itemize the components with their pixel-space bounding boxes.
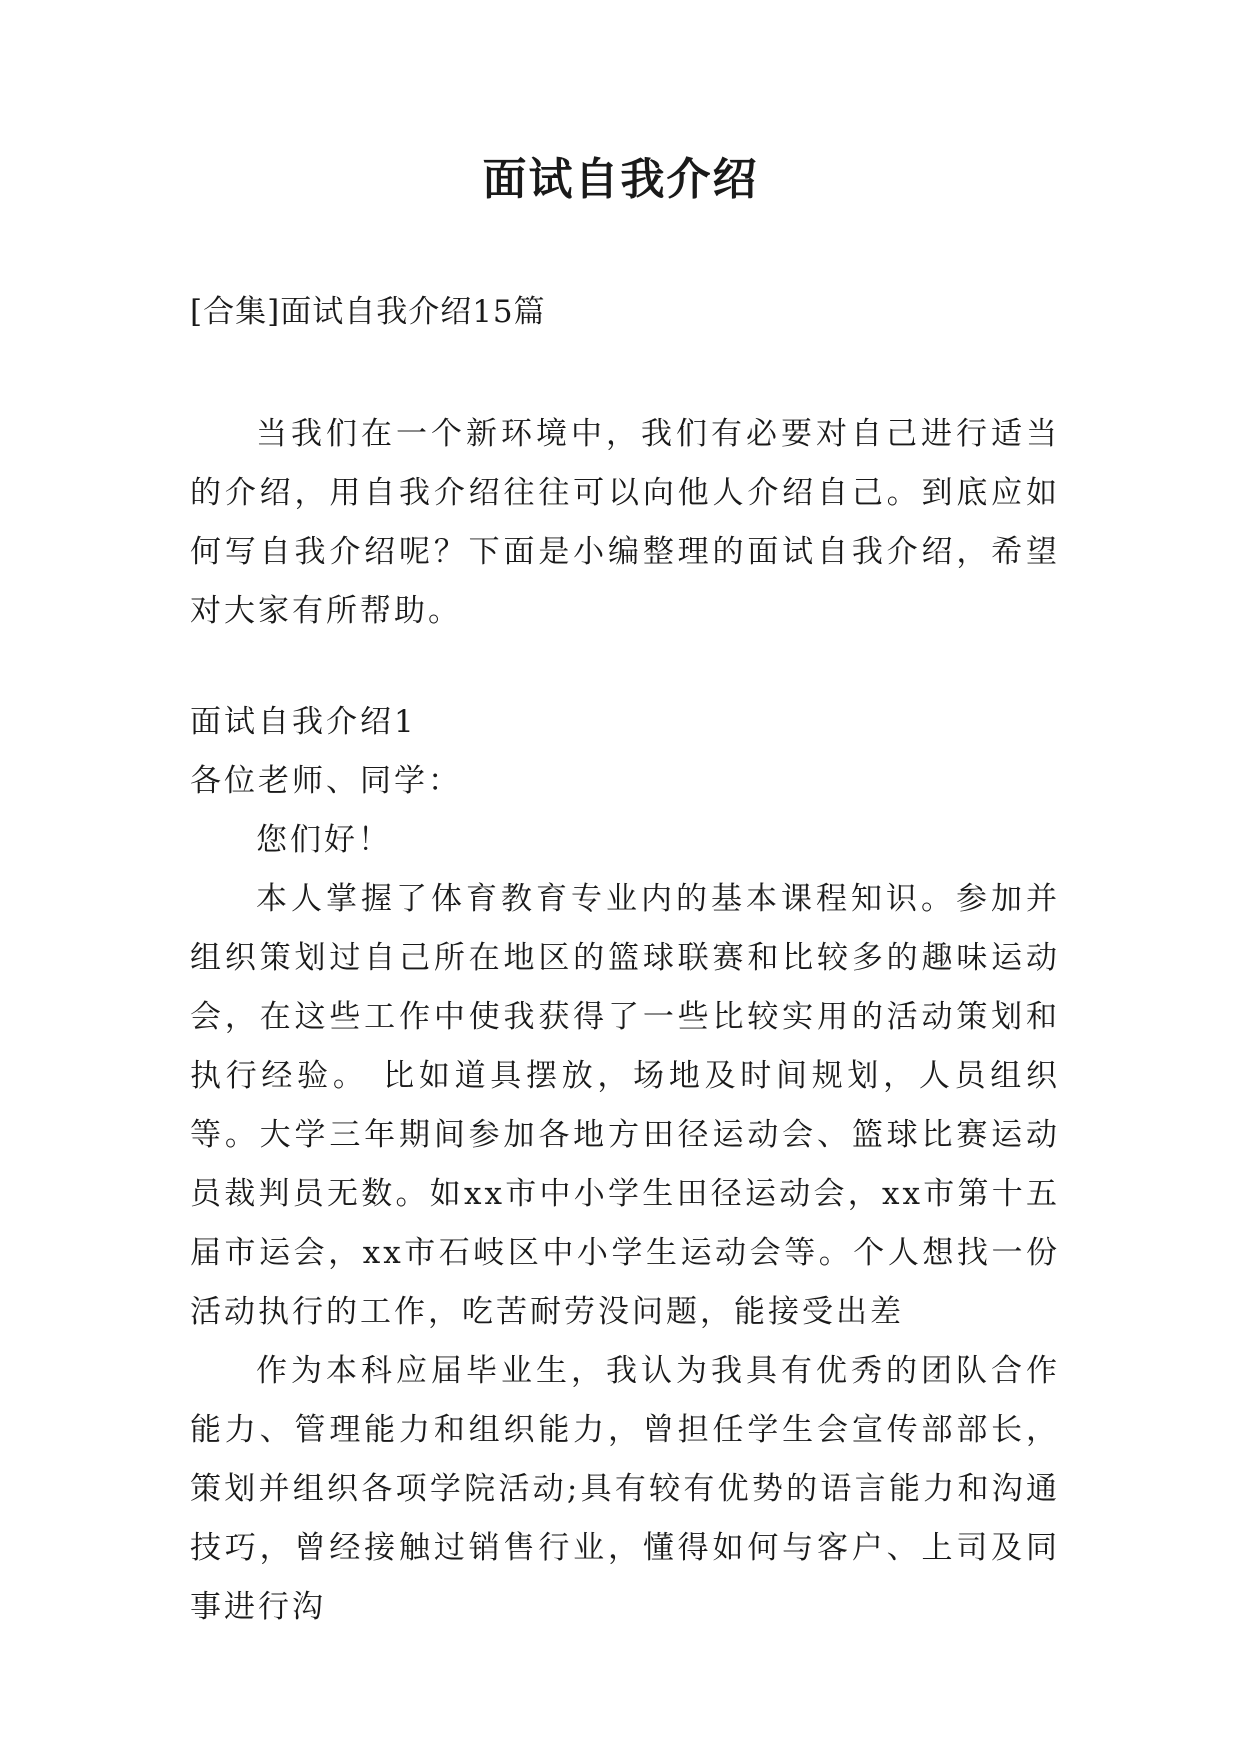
salutation: 各位老师、同学： [190, 763, 462, 799]
document-subtitle: [合集]面试自我介绍15篇 [190, 294, 546, 330]
body-paragraph-2: 作为本科应届毕业生，我认为我具有优秀的团队合作能力、管理能力和组织能力，曾担任学生会宣传部部长，策划并组织各项学院活动;具有较有优势的语言能力和沟通技巧，曾经接触过销售行业，懂得如何与客户、上司及同事进行沟 [190, 1353, 1060, 1625]
section-heading: 面试自我介绍1 [190, 704, 417, 740]
body-paragraph-1: 本人掌握了体育教育专业内的基本课程知识。参加并组织策划过自己所在地区的篮球联赛和比较多的趣味运动会，在这些工作中使我获得了一些比较实用的活动策划和执行经验。 比如道具摆放，场地及时间规划，人员组织等。大学三年期间参加各地方田径运动会、篮球比赛运动员裁判员无数。如xx市中小学生田径运动会，xx市第十五届市运会，xx市石岐区中小学生运动会等。个人想找一份活动执行的工作，吃苦耐劳没问题，能接受出差 [190, 881, 1060, 1330]
intro-paragraph: 当我们在一个新环境中，我们有必要对自己进行适当的介绍，用自我介绍往往可以向他人介绍自己。到底应如何写自我介绍呢？下面是小编整理的面试自我介绍，希望对大家有所帮助。 [190, 416, 1060, 629]
greeting: 您们好！ [256, 822, 392, 858]
document-title: 面试自我介绍 [482, 154, 759, 205]
section-1 [190, 693, 1060, 1637]
